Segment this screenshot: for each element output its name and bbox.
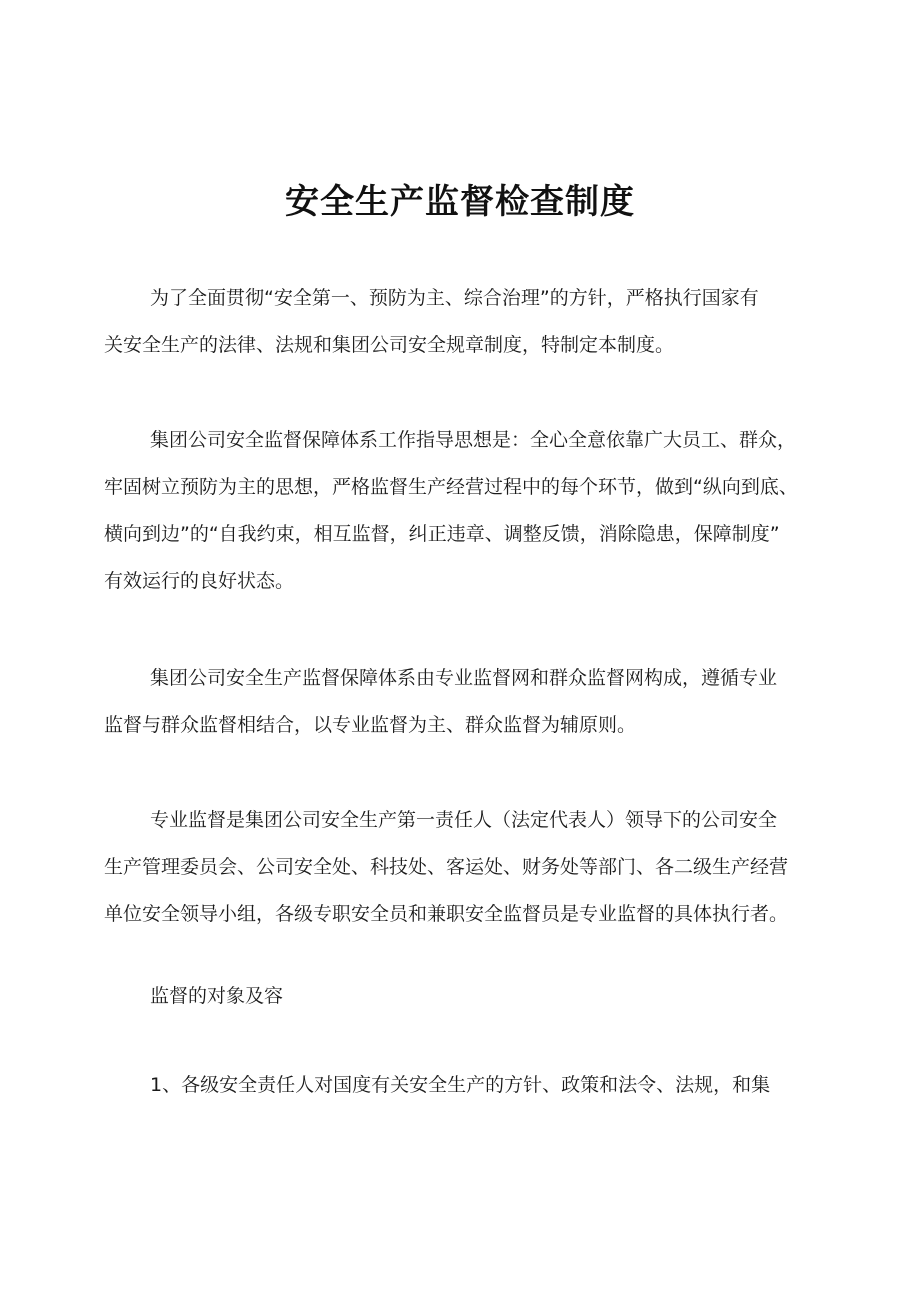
paragraph-3-line-2: 监督与群众监督相结合，以专业监督为主、群众监督为辅原则。 bbox=[104, 714, 637, 736]
paragraph-1-line-1: 为了全面贯彻“安全第一、预防为主、综合治理”的方针，严格执行国家有 bbox=[150, 287, 759, 309]
paragraph-4-line-2: 生产管理委员会、公司安全处、科技处、客运处、财务处等部门、各二级生产经营 bbox=[104, 856, 789, 878]
paragraph-2-line-2: 牢固树立预防为主的思想，严格监督生产经营过程中的每个环节，做到“纵向到底、 bbox=[104, 476, 798, 498]
paragraph-3-line-1: 集团公司安全生产监督保障体系由专业监督网和群众监督网构成，遵循专业 bbox=[150, 667, 778, 689]
document-title: 安全生产监督检查制度 bbox=[285, 182, 635, 222]
paragraph-4-line-1: 专业监督是集团公司安全生产第一责任人（法定代表人）领导下的公司安全 bbox=[150, 809, 778, 831]
paragraph-2-line-4: 有效运行的良好状态。 bbox=[104, 570, 295, 592]
list-item-1-line-1: 1、各级安全责任人对国度有关安全生产的方针、政策和法令、法规，和集 bbox=[150, 1074, 771, 1096]
section-heading-supervision-objects: 监督的对象及容 bbox=[150, 985, 284, 1007]
paragraph-2-line-3: 横向到边”的“自我约束，相互监督，纠正违章、调整反馈，消除隐患，保障制度” bbox=[104, 523, 780, 545]
paragraph-1-line-2: 关安全生产的法律、法规和集团公司安全规章制度，特制定本制度。 bbox=[104, 334, 675, 356]
paragraph-4-line-3: 单位安全领导小组，各级专职安全员和兼职安全监督员是专业监督的具体执行者。 bbox=[104, 903, 789, 925]
paragraph-2-line-1: 集团公司安全监督保障体系工作指导思想是：全心全意依靠广大员工、群众， bbox=[150, 429, 797, 451]
